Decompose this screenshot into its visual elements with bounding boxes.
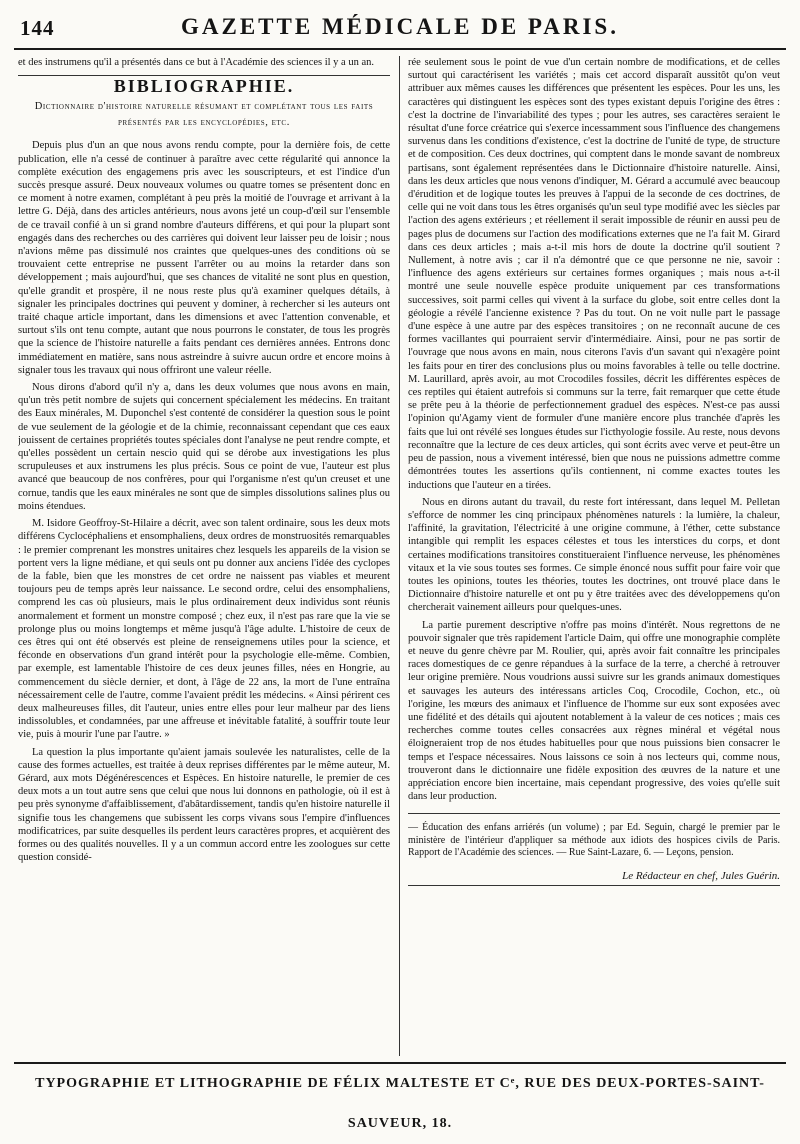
section-title: BIBLIOGRAPHIE. [18,75,390,93]
paragraph: La question la plus importante qu'aient jamais soulevée les naturalistes, celle de la cause des formes actuelles, est traitée à deux reprises différentes par le même auteur, M. Gérard, aux mots Dégénérescences et Espèces. En histoire naturelle, le premier de ces deux mots a un tout autre sens que celui que nous lui donnons en pathologie, où il est à peu près synonyme d'affaiblissement, d'abâtardissement, tandis qu'en histoire naturelle il signifie tous les changemens que subissent les corps vivans sous l'empire d'influences modificatrices, par suite desquelles ils perdent leurs caractères propres, et acquièrent des formes ou des qualités nouvelles. Il y a un commun accord entre les zoologues sur cette question considé- [18,746,390,864]
left-column [18,56,390,1056]
journal-title: GAZETTE MÉDICALE DE PARIS. [181,14,619,39]
paragraph: Depuis plus d'un an que nous avons rendu compte, pour la dernière fois, de cette publication, elle n'a cessé de continuer à paraître avec cette régularité qui annonce la complète exécution des engagemens pris avec les souscripteurs, et est l'indice d'un succès presque assuré. Deux nouveaux volumes ou quatre tomes se présentent donc en ce moment à notre examen, complétant à peu près la moitié de l'ouvrage et arrivant à la lettre G. Déjà, dans des articles antérieurs, nous avons jeté un coup-d'œil sur l'ensemble de ce travail confié à un si grand nombre d'auteurs différens, et qui pour la plupart sont engagés dans des recherches ou des carrières qui doivent leur laisser peu de loisir ; nous n'avions même pas dissimulé nos craintes que quelques-unes des conditions où se trouvaient cette entreprise ne pussent l'arrêter ou au moins la retarder dans son développement ; mais aujourd'hui, que ses chances de vitalité ne sont plus en question, qu'elle grandit et prospère, il ne nous reste plus qu'à examiner quelques détails, à signaler les principales doctrines qui peuvent y dominer, à rechercher si les auteurs ont traité chaque article important, dans les dimensions et avec l'attention convenable, et surtout s'ils ont tenu compte, autant que nous pourrons le constater, de tous les progrès que la science de l'histoire naturelle a faits pendant ces dernières années. Entrons donc immédiatement en matière, sans nous astreindre à suivre aucun ordre et encore moins à signaler tous les travaux qui nous offriront une valeur réelle. [18,140,390,376]
right-column [408,56,780,1056]
paragraph: Nous en dirons autant du travail, du reste fort intéressant, dans lequel M. Pelletan s'efforce de nommer les cinq principaux phénomènes naturels : la lumière, la chaleur, l'affinité, la gravitation, l'électricité à une origine commune, à l'éther, cette substance intangible qui remplit les espaces célestes et tous les interstices du corps, et dont certaines modifications transitoires constitueraient l'influence nerveuse, les phénomènes vitaux et la vie sous toutes ses formes. Ce simple énoncé nous suffit pour faire voir que toutes les opinions, toutes les théories, toutes les doctrines, ont trouvé place dans le Dictionnaire d'histoire naturelle et ont pu y être traitées avec des développemens qu'on chercherait vainement ailleurs pour quelques-unes. [408,496,780,614]
paragraph: La partie purement descriptive n'offre pas moins d'intérêt. Nous regrettons de ne pouvoir signaler que très rapidement l'article Daim, qui offre une monographie complète et neuve du genre chèvre par M. Roulier, qui, après avoir fait connaître les principales races domestiques de ce genre répandues à la surface de la terre, a cherché à retrouver leur origine première. Nous voudrions aussi suivre sur les grands animaux domestiques et sauvages les auteurs des intéressans articles Coq, Crocodile, Cochon, etc., où l'origine, les mœurs des animaux et l'influence de l'homme sur eux sont exposées avec une fidélité et des détails qui ajoutent notablement à la valeur de ces notices ; mais ces recherches comme toutes celles consacrées aux règnes minéral et végétal nous éloigneraient trop de nos études habituelles pour que nous puissions bien consacrer le temps et l'espace nécessaires. Nous laissons ce soin à nos lecteurs qui, comme nous, trouveront dans le dictionnaire une fidèle exposition des œuvres de la nature et une appréciation encore bien incertaine, mais cependant progressive, des voies qu'elle suit dans leur production. [408,619,780,803]
column-divider [399,56,400,1056]
paragraph: Nous dirons d'abord qu'il n'y a, dans les deux volumes que nous avons en main, qu'un très petit nombre de sujets qui concernent spécialement les médecins. En traitant des Eaux minérales, M. Duponchel s'est contenté de considérer la question sous le point de vue seulement de la géologie et de la chimie, reconnaissant cependant que ces eaux jouissent de certaines propriétés toutes spéciales dont l'analyse ne peut rendre compte, et qu'elles possèdent un certain nescio quid qui se dérobe aux investigations les plus scrupuleuses et aux instrumens les plus précis. Sous ce point de vue, l'auteur est plus avancé que beaucoup de nos confrères, pour qui l'organisme n'est qu'un creuset et une cornue, tandis que les eaux minérales ne sont que de simples dissolutions salines plus ou moins étendues. [18,382,390,512]
editor-signature: Le Rédacteur en chef, Jules Guérin. [408,870,780,886]
page-header [14,8,786,50]
continuation-text: et des instrumens qu'il a présentés dans ce but à l'Académie des sciences il y a un an. [18,57,375,68]
page-number: 144 [20,16,55,40]
paragraph: rée seulement sous le point de vue d'un certain nombre de modifications, et de celles surtout qui caractérisent les variétés ; mais cet accord disparaît aussitôt qu'on veut attribuer aux mêmes causes les différences que présentent les espèces. Pour les uns, les caractères qui distinguent les espèces sont des types existant depuis l'origine des êtres : c'est la doctrine de l'invariabilité des types ; pour les autres, ses caractères seraient le résultat d'une force créatrice qui s'exerce incessamment sous l'influence des changemens survenus dans les conditions d'existence, c'est la doctrine de l'unité de type, de structure et de composition. Ces deux doctrines, qui comptent dans le monde savant de nombreux partisans, sont également représentées dans le Dictionnaire d'histoire naturelle. Ainsi, dans les deux articles que nous venons d'indiquer, M. Gérard a accumulé avec beaucoup d'érudition et de logique toutes les preuves à l'appui de la seconde de ces doctrines, de celle qui ne voit dans tous les êtres organisés qu'un seul type modifié avec les siècles par l'action des agens extérieurs ; et réellement il serait impossible de réunir en aussi peu de pages plus de documens sur l'action des modifications externes que ne l'a fait M. Girard dans ces deux articles ; mais a-t-il mis hors de doute la doctrine qu'il soutient ? Nullement, à notre avis ; car il n'a démontré que ce que personne ne nie, savoir : l'influence des agens extérieurs sur certaines formes organiques ; mais nous a-t-il montré une seule nouvelle espèce produite uniquement par ces transformations successives, soit parmi celles qui vivent à la surface du globe, soit entre celles dont la géologie a révélé l'ancienne existence ? Pas du tout. On ne voit nulle part le passage d'une espèce à une autre par des espèces transitoires ; on ne reconnaît aucune de ces formes vacillantes qui pourraient servir d'intermédiaire. Ainsi, pour ne pas sortir de l'ouvrage que nous avons en main, nous citerons l'avis d'un savant qui n'exagère point les faits pour en tirer des conclusions plus ou moins favorables à telle ou telle doctrine. M. Laurillard, après avoir, au mot Crocodiles fossiles, décrit les différentes espèces de ces reptiles qui étaient autrefois si communs sur la terre, fait remarquer que cette étude se prête peu à la théorie de perfectionnement graduel des espèces. N'est-ce pas aussi l'opinion qu'Agamy vient de formuler d'une manière encore plus tranchée d'après les faits que lui ont révélé ses longues études sur l'icthyologie fossile. Au reste, nous devons reconnaître que la lecture de ces deux articles, qui sont écrits avec verve et peut-être un peu de passion, nous a vivement intéressé, bien que nous ne puissions admettre comme démontrées toutes les assertions qu'ils contiennent, ni comme exactes toutes les inductions que l'auteur en a tirées. [408,57,780,491]
article-title: Dictionnaire d'histoire naturelle résumant et complétant tous les faits présentés par les encyclopédies, etc. [34,101,374,129]
printer-imprint: TYPOGRAPHIE ET LITHOGRAPHIE DE FÉLIX MALTESTE ET Cᵉ, RUE DES DEUX-PORTES-SAINT-SAUVEUR, 18. [14,1062,786,1104]
book-notice: — Éducation des enfans arriérés (un volume) ; par Ed. Seguin, chargé le premier par le ministère de l'intérieur d'appliquer sa méthode aux idiots des hospices civils de Paris. Rapport de l'Académie des sciences. — Rue Saint-Lazare, 6. — Leçons, pension. [408,813,780,860]
paragraph: M. Isidore Geoffroy-St-Hilaire a décrit, avec son talent ordinaire, sous les deux mots différens Cyclocéphaliens et ensomphaliens, deux ordres de monstruosités remarquables : le premier comprenant les monstres unitaires chez lesquels les appareils de la vision se portent vers la ligne médiane, et qui seuls ont pu donner aux anciens l'idée des cyclopes de la fable, bien que les monstres de cet ordre ne naissent pas viables et meurent toujours peu de temps après leur naissance. Le second ordre, celui des ensomphaliens, comprend les cas où plusieurs, mais le plus ordinairement deux individus sont réunis anormalement et forment un monstre composé ; chez eux, il n'est pas rare que la vie se prolonge plus ou moins longtemps et même jusqu'à l'âge adulte. L'histoire de ceux de ces êtres qui ont été observés est pleine de renseignemens utiles pour la science, et féconde en observations d'un grand intérêt pour la psychologie elle-même. Combien, par exemple, est lamentable l'histoire de ces deux jeunes filles, nées en Hongrie, au commencement du siècle dernier, et dont, à l'âge de 22 ans, la mort de l'une entraîna nécessairement celle de l'autre, comme l'avaient prédit les médecins. « Ainsi périrent ces deux malheureuses filles, dit l'auteur, unies entre elles pour leur malheur par des liens indissolubles, et condamnées, par une affreuse et inévitable fatalité, à souffrir toute leur vie, puis à mourir l'une par l'autre. » [18,518,390,741]
